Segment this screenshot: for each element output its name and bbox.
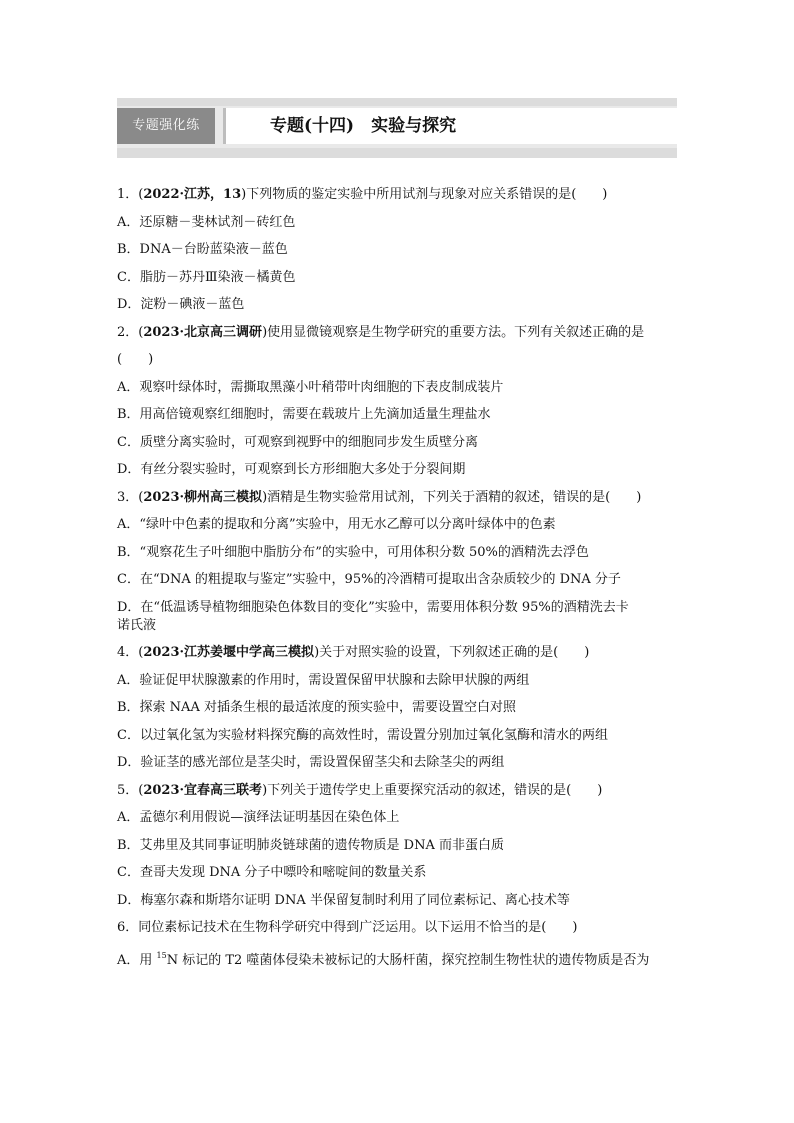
question-2-option-b: B．用高倍镜观察红细胞时，需要在载玻片上先滴加适量生理盐水	[117, 407, 491, 422]
question-1-option-b: B．DNA－台盼蓝染液－蓝色	[117, 242, 288, 257]
question-1-option-a: A．还原糖－斐林试剂－砖红色	[117, 214, 296, 230]
question-4-option-c: C．以过氧化氢为实验材料探究酶的高效性时，需设置分别加过氧化氢酶和清水的两组	[117, 727, 608, 743]
question-3-stem: 3．(2023·柳州高三模拟)酒精是生物实验常用试剂，下列关于酒精的叙述，错误的是( )	[117, 489, 642, 505]
question-3-option-d: D．在“低温诱导植物细胞染色体数目的变化”实验中，需要用体积分数 95%的酒精洗去卡	[117, 599, 629, 615]
question-2-option-a: A．观察叶绿体时，需撕取黑藻小叶稍带叶肉细胞的下表皮制成装片	[117, 379, 504, 395]
question-4-option-b: B．探索 NAA 对插条生根的最适浓度的预实验中，需要设置空白对照	[117, 700, 516, 715]
question-2-stem: 2．(2023·北京高三调研)使用显微镜观察是生物学研究的重要方法。下列有关叙述正确的是	[117, 324, 645, 340]
title-box	[223, 108, 680, 144]
question-2-stem-continued: ( )	[117, 352, 154, 367]
isotope-superscript: 15	[156, 950, 167, 960]
question-2-option-c: C．质壁分离实验时，可观察到视野中的细胞同步发生质壁分离	[117, 434, 478, 450]
question-2-option-d: D．有丝分裂实验时，可观察到长方形细胞大多处于分裂间期	[117, 462, 466, 477]
question-2-source: 2023·北京高三调研	[143, 324, 263, 340]
question-1-stem: 1．(2022·江苏，13)下列物质的鉴定实验中所用试剂与现象对应关系错误的是( )	[117, 187, 608, 202]
question-5-option-a: A．孟德尔利用假说—演绎法证明基因在染色体上	[117, 810, 400, 825]
page-title: 专题(十四) 实验与探究	[270, 116, 457, 136]
question-5-source: 2023·宜春高三联考	[143, 782, 263, 798]
question-4-option-a: A．验证促甲状腺激素的作用时，需设置保留甲状腺和去除甲状腺的两组	[117, 672, 530, 688]
question-1-source: 2022·江苏，13	[143, 187, 242, 202]
question-4-source: 2023·江苏姜堰中学高三模拟	[143, 645, 315, 660]
section-tag: 专题强化练	[117, 108, 215, 144]
question-3-option-a: A．“绿叶中色素的提取和分离”实验中，用无水乙醇可以分离叶绿体中的色素	[117, 517, 556, 532]
question-3-option-d-continued: 诺氏液	[117, 617, 157, 633]
question-6-option-a: A．用 $^{15}$N 标记的 T2 噬菌体侵染未被标记的大肠杆菌，探究控制生物性状的遗传物质是否为	[117, 950, 650, 968]
header-bottom-band	[117, 148, 677, 158]
question-5-stem: 5．(2023·宜春高三联考)下列关于遗传学史上重要探究活动的叙述，错误的是( )	[117, 782, 603, 798]
question-5-option-b: B．艾弗里及其同事证明肺炎链球菌的遗传物质是 DNA 而非蛋白质	[117, 837, 505, 853]
question-1-option-d: D．淀粉－碘液－蓝色	[117, 297, 245, 312]
question-4-stem: 4．(2023·江苏姜堰中学高三模拟)关于对照实验的设置，下列叙述正确的是( )	[117, 645, 590, 660]
question-5-option-d: D．梅塞尔森和斯塔尔证明 DNA 半保留复制时利用了同位素标记、离心技术等	[117, 892, 570, 908]
question-3-option-c: C．在“DNA 的粗提取与鉴定”实验中，95%的冷酒精可提取出含杂质较少的 DNA 分子	[117, 572, 621, 587]
question-5-option-c: C．查哥夫发现 DNA 分子中嘌呤和嘧啶间的数量关系	[117, 865, 427, 880]
header-top-band	[117, 98, 677, 106]
section-header	[117, 98, 677, 158]
question-1-option-c: C．脂肪－苏丹Ⅲ染液－橘黄色	[117, 269, 296, 285]
question-3-option-b: B．“观察花生子叶细胞中脂肪分布”的实验中，可用体积分数 50%的酒精洗去浮色	[117, 544, 589, 560]
question-4-option-d: D．验证茎的感光部位是茎尖时，需设置保留茎尖和去除茎尖的两组	[117, 755, 505, 770]
question-6-stem: 6．同位素标记技术在生物科学研究中得到广泛运用。以下运用不恰当的是( )	[117, 920, 578, 935]
question-list	[117, 186, 679, 974]
question-3-source: 2023·柳州高三模拟	[143, 489, 263, 505]
